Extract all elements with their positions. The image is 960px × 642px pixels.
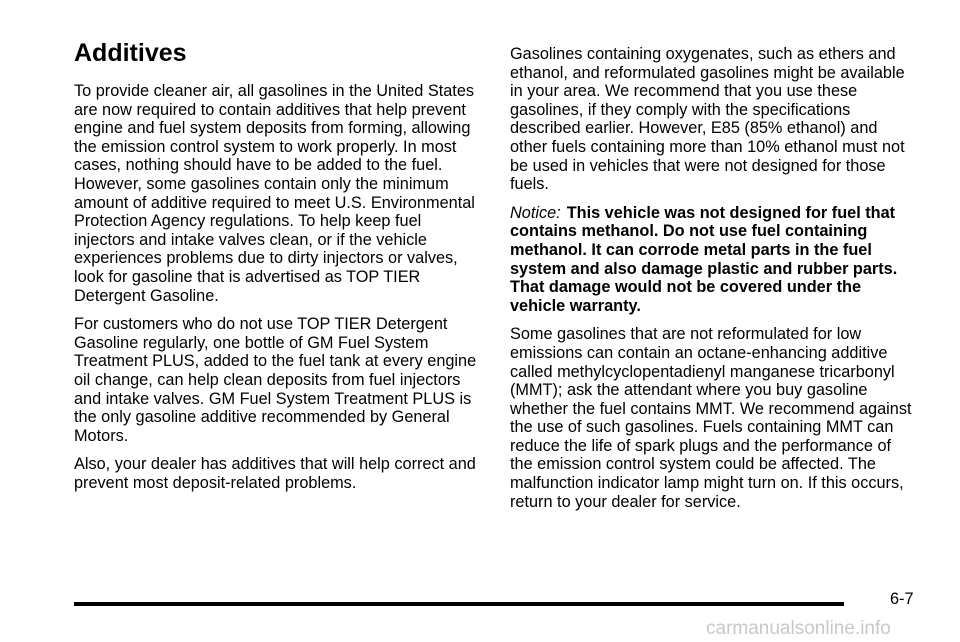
page-number: 6-7 (890, 590, 914, 608)
watermark: carmanualsonline.info (706, 618, 891, 639)
notice-text: This vehicle was not designed for fuel that contains methanol. Do not use fuel containing methanol. It can corrode metal parts in the fuel system and also damage plastic and rubber parts. That damage would not be covered under the vehicle warranty. (510, 203, 898, 315)
section-heading: Additives (74, 39, 187, 67)
right-column (510, 45, 916, 521)
notice-block (510, 204, 916, 316)
paragraph-mmt: Some gasolines that are not reformulated for low emissions can contain an octane-enhancing additive called methylcyclopentadienyl manganese tricarbonyl (MMT); ask the attendant where you buy gasoline whether the fuel contains MMT. We recommend against the use of such gasolines. Fuels containing MMT can reduce the life of spark plugs and the performance of the emission control system could be affected. The malfunction indicator lamp might turn on. If this occurs, return to your dealer for service. (510, 325, 912, 511)
footer-rule (74, 602, 844, 606)
paragraph-dealer-additives: Also, your dealer has additives that will help correct and prevent most deposit-related problems. (74, 455, 476, 492)
paragraph-oxygenates: Gasolines containing oxygenates, such as ethers and ethanol, and reformulated gasolines might be available in your area. We recommend that you use these gasolines, if they comply with the specifications described earlier. However, E85 (85% ethanol) and other fuels containing more than 10% ethanol must not be used in vehicles that were not designed for those fuels. (510, 45, 905, 194)
notice-label: Notice: (510, 203, 561, 222)
left-column (74, 38, 478, 502)
paragraph-additives-intro: To provide cleaner air, all gasolines in the United States are now required to contain additives that help prevent engine and fuel system deposits from forming, allowing the emission control system to work properly. In most cases, nothing should have to be added to the fuel. However, some gasolines contain only the minimum amount of additive required to meet U.S. Environmental Protection Agency regulations. To help keep fuel injectors and intake valves clean, or if the vehicle experiences problems due to dirty injectors or valves, look for gasoline that is advertised as TOP TIER Detergent Gasoline. (74, 82, 475, 305)
paragraph-fuel-system-treatment: For customers who do not use TOP TIER Detergent Gasoline regularly, one bottle of GM Fuel System Treatment PLUS, added to the fuel tank at every engine oil change, can help clean deposits from fuel injectors and intake valves. GM Fuel System Treatment PLUS is the only gasoline additive recommended by General Motors. (74, 315, 477, 445)
